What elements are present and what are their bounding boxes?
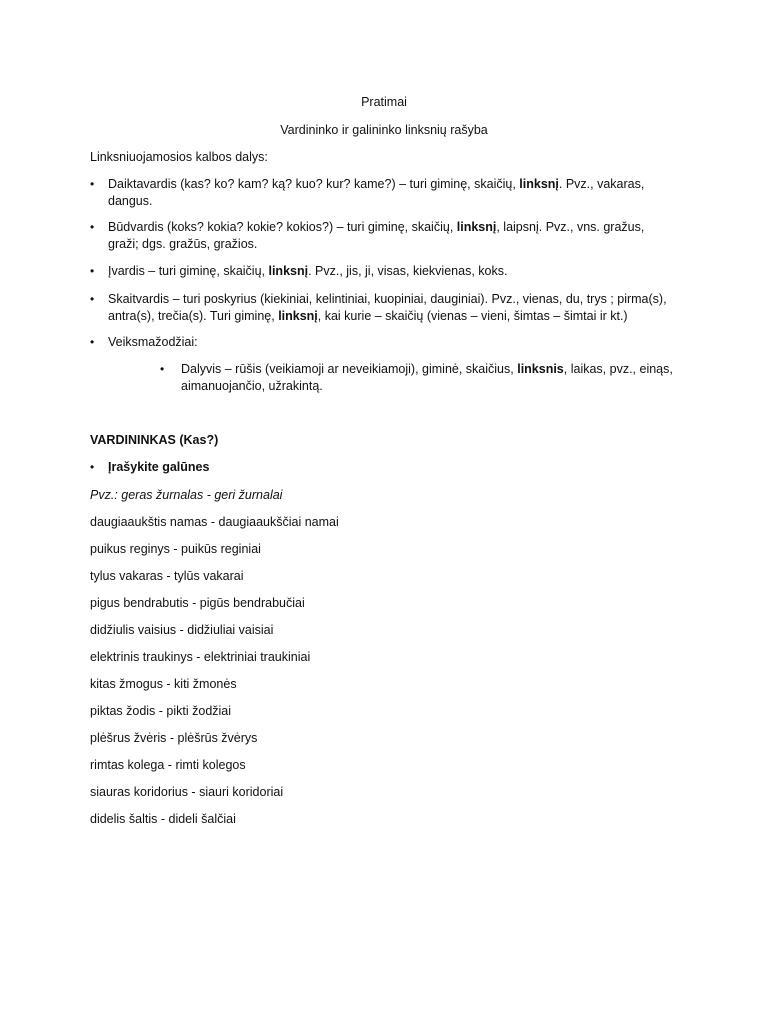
- sub-list-item: Dalyvis – rūšis (veikiamoji ar neveikiamoji), giminė, skaičius, linksnis, laikas, pvz., einąs, aimanuojančio, užrakintą.: [181, 362, 673, 393]
- section-heading: VARDININKAS (Kas?): [90, 433, 219, 447]
- bullet-icon: •: [90, 292, 95, 306]
- exercise-line: tylus vakaras - tylūs vakarai: [90, 569, 244, 583]
- bullet-icon: •: [90, 177, 95, 191]
- list-item: Įvardis – turi giminę, skaičių, linksnį. Pvz., jis, ji, visas, kiekvienas, koks.: [108, 264, 508, 278]
- exercise-line: puikus reginys - puikūs reginiai: [90, 542, 261, 556]
- list-item: Daiktavardis (kas? ko? kam? ką? kuo? kur? kame?) – turi giminę, skaičių, linksnį. Pvz., vakaras, dangus.: [108, 177, 645, 208]
- example-line: Pvz.: geras žurnalas - geri žurnalai: [90, 488, 283, 502]
- exercise-line: pigus bendrabutis - pigūs bendrabučiai: [90, 596, 305, 610]
- exercise-line: siauras koridorius - siauri koridoriai: [90, 785, 284, 799]
- list-item: Skaitvardis – turi poskyrius (kiekiniai, kelintiniai, kuopiniai, dauginiai). Pvz., vienas, du, trys ; pirma(s), antra(s), trečia(s). Turi giminę, linksnį, kai kurie – skaičių (vienas – vieni, šimtas – šimtai ir kt.): [108, 292, 667, 323]
- exercise-line: daugiaaukštis namas - daugiaaukščiai namai: [90, 515, 339, 529]
- bullet-icon: •: [90, 220, 95, 234]
- doc-subtitle: Vardininko ir galininko linksnių rašyba: [280, 123, 488, 137]
- exercise-line: didelis šaltis - dideli šalčiai: [90, 812, 236, 826]
- bullet-icon: •: [90, 460, 95, 474]
- exercise-line: elektrinis traukinys - elektriniai traukiniai: [90, 650, 311, 664]
- task-label: Įrašykite galūnes: [108, 460, 210, 474]
- bullet-icon: •: [160, 362, 165, 376]
- exercise-line: plėšrus žvėris - plėšrūs žvėrys: [90, 731, 258, 745]
- exercise-line: piktas žodis - pikti žodžiai: [90, 704, 232, 718]
- bullet-icon: •: [90, 264, 95, 278]
- doc-title: Pratimai: [361, 95, 407, 109]
- list-item: Būdvardis (koks? kokia? kokie? kokios?) – turi giminę, skaičių, linksnį, laipsnį. Pvz., vns. gražus, graži; dgs. gražūs, gražios.: [108, 220, 645, 251]
- bullet-icon: •: [90, 335, 95, 349]
- section-label: Linksniuojamosios kalbos dalys:: [90, 150, 268, 164]
- list-item: Veiksmažodžiai:: [108, 335, 198, 349]
- exercise-line: didžiulis vaisius - didžiuliai vaisiai: [90, 623, 274, 637]
- exercise-line: kitas žmogus - kiti žmonės: [90, 677, 237, 691]
- exercise-line: rimtas kolega - rimti kolegos: [90, 758, 246, 772]
